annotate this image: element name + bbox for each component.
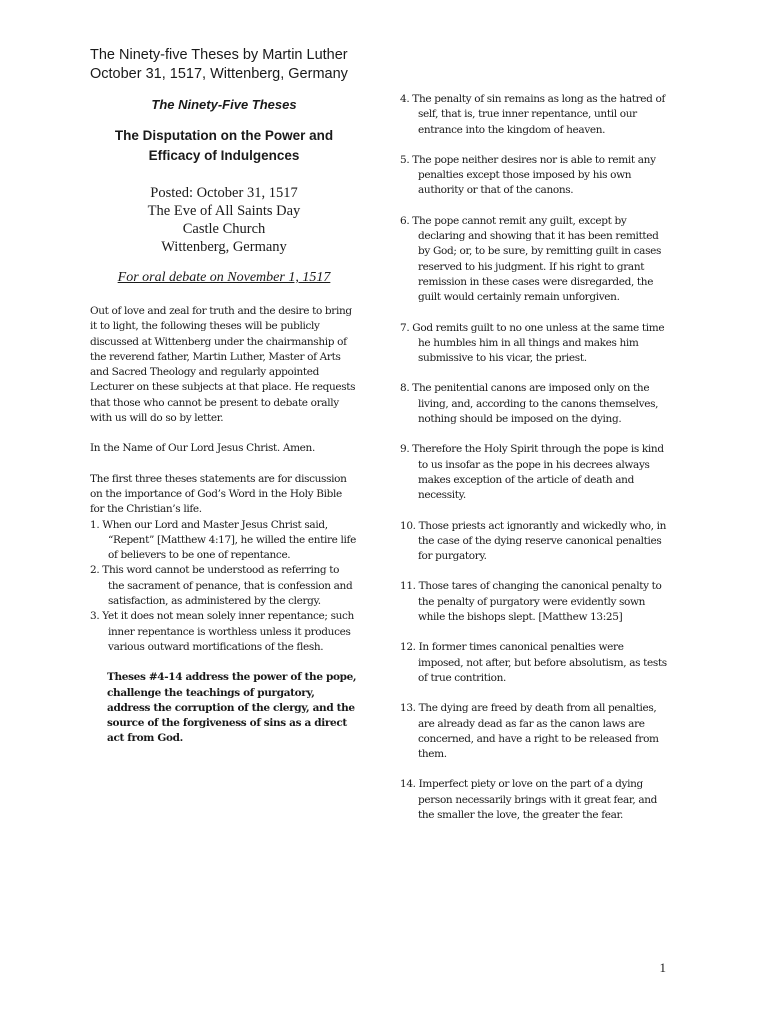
oral-debate-line: For oral debate on November 1, 1517 <box>117 270 331 285</box>
thesis-2: 2. This word cannot be understood as referring to the sacrament of penance, that is confession and satisfaction, as administered by the clergy. <box>90 564 353 608</box>
invocation: In the Name of Our Lord Jesus Christ. Amen. <box>90 442 315 455</box>
thesis-11: 11. Those tares of changing the canonical penalty to the penalty of purgatory were evidently sown while the bishops slept. [Matthew 13:25] <box>400 580 662 624</box>
thesis-13: 13. The dying are freed by death from all penalties, are already dead as far as the canon laws are concerned, and have a right to be released from them. <box>400 702 659 761</box>
left-column <box>90 46 358 747</box>
header-line-2: October 31, 1517, Wittenberg, Germany <box>90 66 348 82</box>
document-title: The Ninety-Five Theses <box>151 97 297 112</box>
thesis-1: 1. When our Lord and Master Jesus Christ said, “Repent” [Matthew 4:17], he willed the entire life of believers to be one of repentance. <box>90 518 356 562</box>
posted-date: Posted: October 31, 1517 <box>150 185 298 201</box>
right-column <box>400 92 668 823</box>
thesis-10: 10. Those priests act ignorantly and wickedly who, in the case of the dying reserve canonical penalties for purgatory. <box>400 519 667 563</box>
thesis-12: 12. In former times canonical penalties were imposed, not after, but before absolutism, as tests of true contrition. <box>400 641 667 684</box>
thesis-6: 6. The pope cannot remit any guilt, except by declaring and showing that it has been remitted by God; or, to be sure, by remitting guilt in cases reserved to his judgment. If his right to grant remission in these cases were disregarded, the guilt would certainly remain unforgiven. <box>400 214 662 304</box>
subtitle <box>90 126 358 166</box>
posted-location: Wittenberg, Germany <box>161 239 287 255</box>
thesis-4: 4. The penalty of sin remains as long as the hatred of self, that is, true inner repentance, until our entrance into the kingdom of heaven. <box>400 93 666 136</box>
page-number: 1 <box>659 960 666 975</box>
thesis-5: 5. The pope neither desires nor is able to remit any penalties except those imposed by his own authority or that of the canons. <box>400 153 656 197</box>
posted-church: Castle Church <box>182 221 266 237</box>
intro-paragraph: Out of love and zeal for truth and the desire to bring it to light, the following theses will be publicly discussed at Wittenberg under the chairmanship of the reverend father, Martin Luther, Master of Arts and Sacred Theology and regularly appointed Lecturer on these subjects at that place. He requests that those who cannot be present to debate orally with us will do so by letter. <box>90 305 356 425</box>
subtitle-line-2: Efficacy of Indulgences <box>148 148 300 163</box>
thesis-3: 3. Yet it does not mean solely inner repentance; such inner repentance is worthless unless it produces various outward mortifications of the flesh. <box>90 610 354 653</box>
thesis-9: 9. Therefore the Holy Spirit through the pope is kind to us insofar as the pope in his decrees always makes exception of the article of death and necessity. <box>400 443 664 502</box>
thesis-7: 7. God remits guilt to no one unless at the same time he humbles him in all things and makes him submissive to his vicar, the priest. <box>400 321 665 365</box>
posted-eve: The Eve of All Saints Day <box>147 203 301 219</box>
bold-section-note: Theses #4-14 address the power of the pope, challenge the teachings of purgatory, address the corruption of the clergy, and the source of the forgiveness of sins as a direct act from God. <box>107 671 357 745</box>
header-line-1: The Ninety-five Theses by Martin Luther <box>90 47 348 63</box>
thesis-14: 14. Imperfect piety or love on the part of a dying person necessarily brings with it great fear, and the smaller the love, the greater the fear. <box>400 778 658 821</box>
posted-block <box>90 184 358 256</box>
thesis-8: 8. The penitential canons are imposed only on the living, and, according to the canons themselves, nothing should be imposed on the dying. <box>400 382 659 426</box>
subtitle-line-1: The Disputation on the Power and <box>114 128 334 143</box>
first-three-note: The first three theses statements are for discussion on the importance of God’s Word in the Holy Bible for the Christian’s life. <box>90 472 347 516</box>
